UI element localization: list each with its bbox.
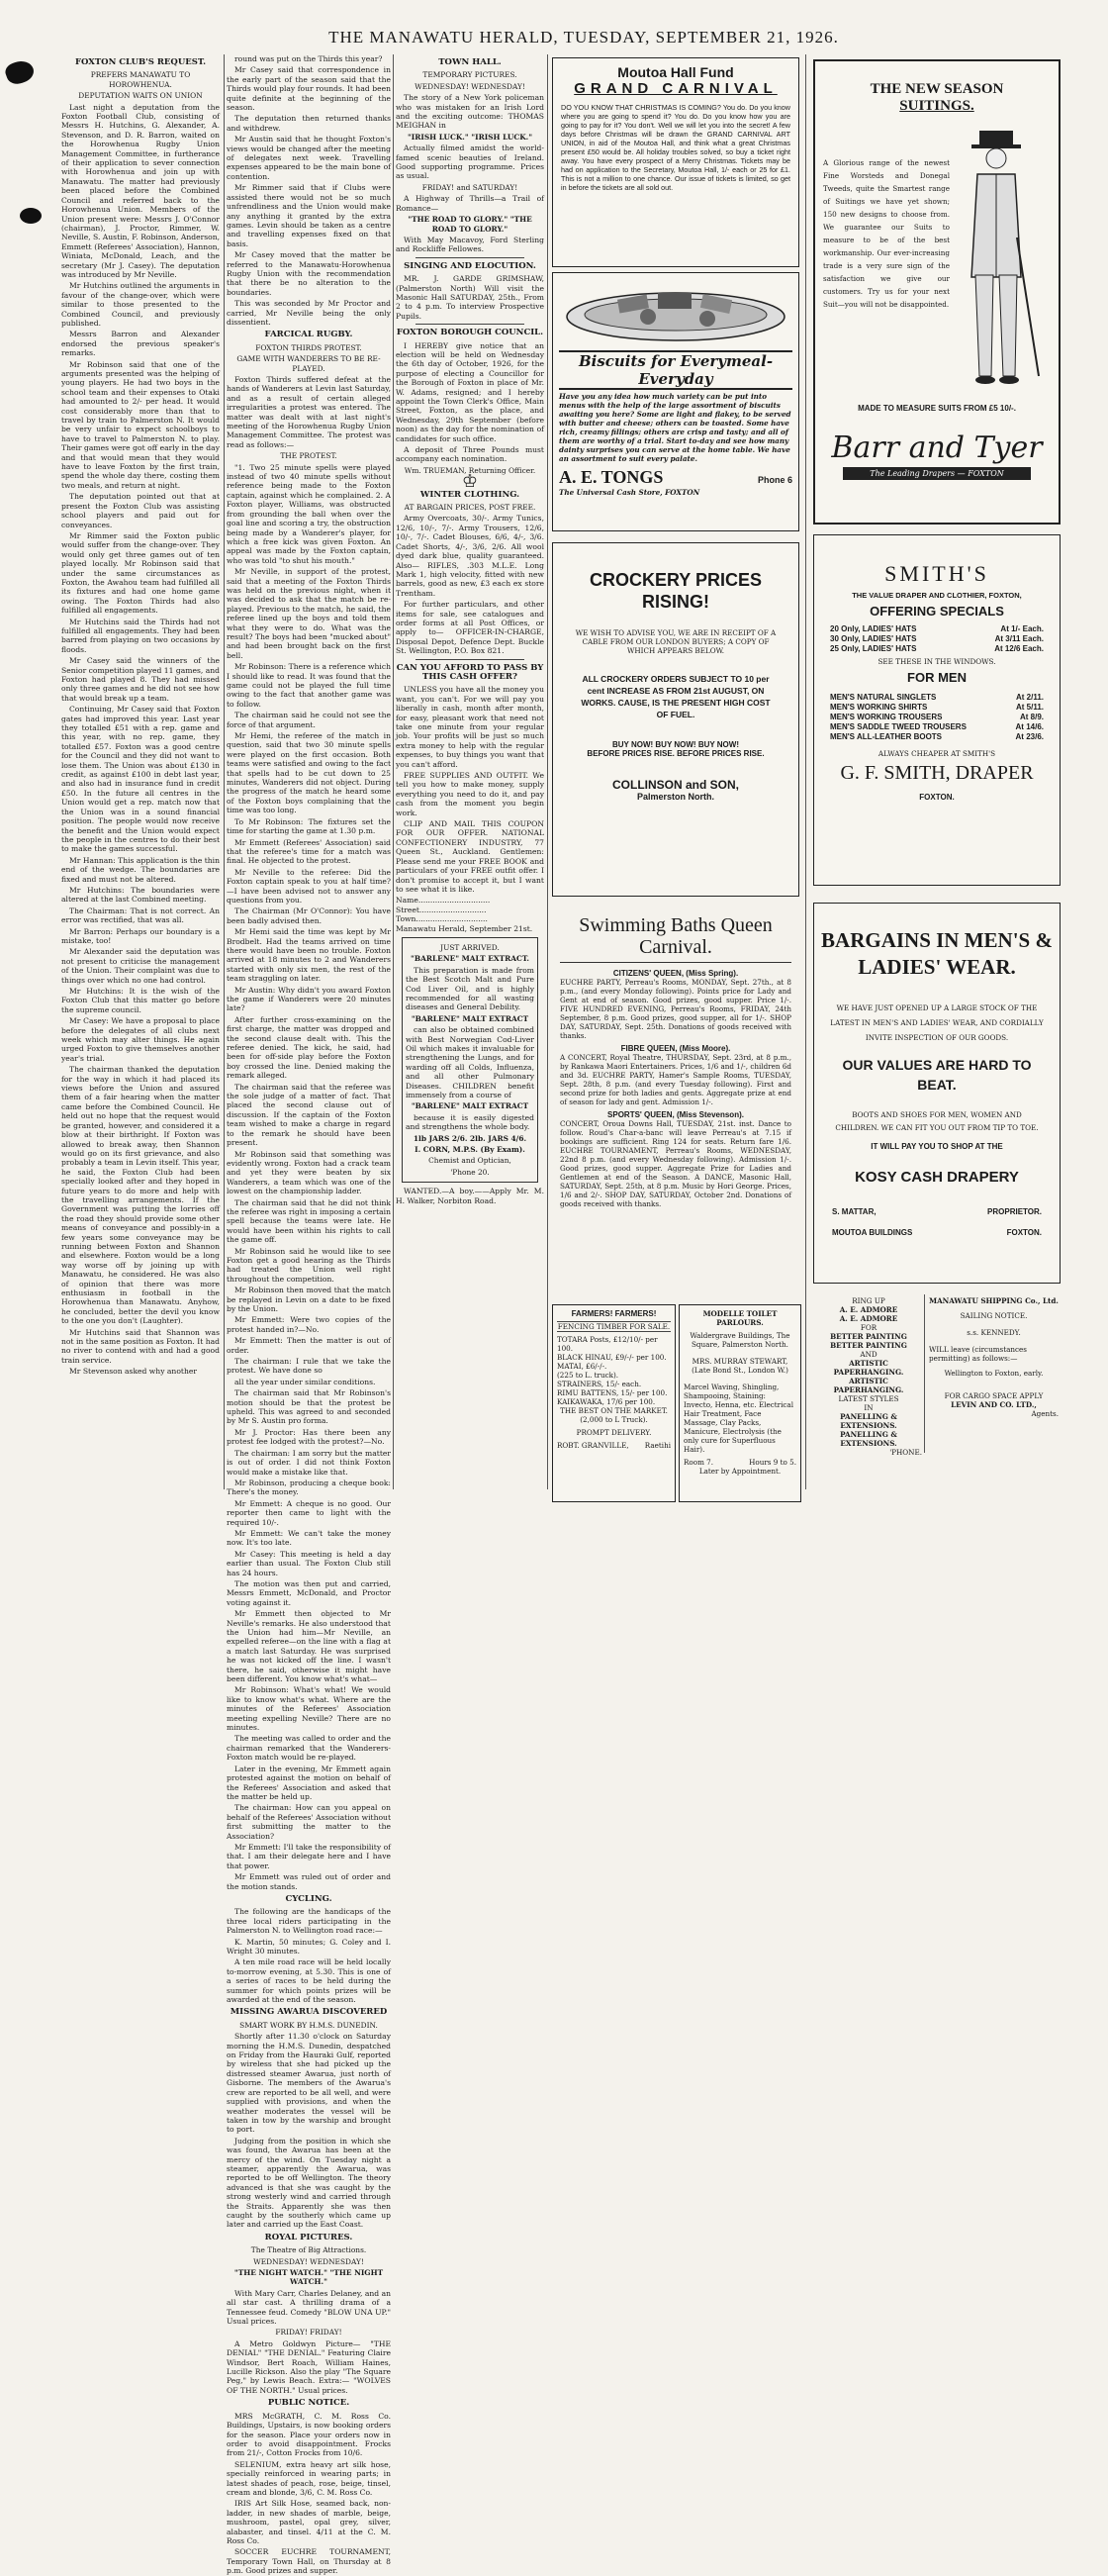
price-row: BLACK HINAU, £9/-/- per 100. [557, 1353, 667, 1362]
subheadline: The Theatre of Big Attractions. [250, 2245, 367, 2255]
store-name: KOSY CASH DRAPERY [855, 1169, 1019, 1186]
headline: SINGING AND ELOCUTION. [404, 260, 536, 271]
crest-icon: ♔ [461, 471, 479, 493]
service: PANELLING & EXTENSIONS. [840, 1430, 897, 1448]
hat-row: 30 Only, LADIES' HATS At 3/11 Each. [830, 634, 1044, 643]
address-row: MOUTOA BUILDINGS FOXTON. [832, 1228, 1042, 1237]
headline: ROYAL PICTURES. [264, 2232, 353, 2242]
and: AND [860, 1350, 877, 1359]
price-row: (225 to L. truck). [557, 1371, 619, 1380]
ring-up: RING UP [852, 1296, 885, 1305]
ad-body: EUCHRE PARTY, Perreau's Rooms, MONDAY, Sept. 27th., at 8 p.m., (and every Monday following). Points price for Lady and Gent at end of season. Good prizes, good supper. Price 1/-. FIVE HUNDRED EVENING, Perreau's Rooms, FRIDAY, 24th September, 8 p.m. Good prizes, good supper, all for 1/-. SHOP DAY, SATURDAY, Sept. 25th. Donations of goods received with thanks. [560, 978, 791, 1040]
days: FRIDAY! and SATURDAY! [421, 182, 518, 192]
painter-name: A. E. ADMORE [839, 1314, 898, 1323]
film-title: "THE NIGHT WATCH." "THE NIGHT WATCH." [233, 2268, 384, 2287]
paragraph: Mr Neville to the referee: Did the Foxton captain speak to you at half time?—I have been advised not to answer any questions from you. [227, 867, 391, 905]
paragraph: The chairman said he could not see the force of that argument. [227, 711, 391, 729]
ad-body: Have you any idea how much variety can be put into menus with the help of the large assortment of biscuits awaiting you here? Some are light and flakey, to be served with butter and cheese; others can be toasted. Some have rich, creamy fillings; others are crisp and tasty; and all of them are worthy of a trial. Start to-day and see how many dainty surprises you can serve at the home table. We have an assortment to suit every palate. [559, 392, 791, 463]
paragraph: Mr Emmett: Were two copies of the protest handed in?—No. [227, 1315, 391, 1334]
ad-title: MODELLE TOILET PARLOURS. [702, 1309, 778, 1327]
service: PANELLING & EXTENSIONS. [840, 1412, 897, 1430]
smiths-ad [813, 534, 1061, 886]
headline: JUST ARRIVED. [440, 942, 500, 952]
ink-blot [20, 208, 42, 224]
agents: Agents. [1031, 1409, 1059, 1418]
ad-title: FARMERS! FARMERS! [571, 1309, 657, 1318]
paragraph: Mr Austin: Why didn't you award Foxton the game if Wanderers were 20 minutes late? [227, 985, 391, 1013]
headline: WINTER CLOTHING. [419, 489, 520, 500]
ad-title: GRAND CARNIVAL [574, 80, 778, 97]
men-row: MEN'S SADDLE TWEED TROUSERS At 14/6. [830, 722, 1044, 731]
for-men: FOR MEN [907, 670, 967, 685]
headline: FOXTON CLUB'S REQUEST. [74, 57, 207, 67]
agent-name: LEVIN AND CO. LTD., [951, 1400, 1037, 1409]
paragraph: Mr Austin said that he thought Foxton's views would be changed after the meeting of delegates next week. Travelling expenses appeared to be the main bone of contention. [227, 135, 391, 181]
crockery-ad [552, 542, 799, 897]
paragraph: The deputation pointed out that at present the Foxton Club was assisting school players and paid out for conveyances. [61, 492, 220, 529]
ad-title: Moutoa Hall Fund [617, 64, 734, 80]
paragraph: CLIP AND MAIL THIS COUPON FOR OUR OFFER. NATIONAL CONFECTIONERY INDUSTRY, 77 Queen St., Auckland. Gentlemen: Please send me your FREE BOOK and particulars of your FREE outfit offer. I don't promise to accept it, but I want to see what it is like. [396, 819, 544, 894]
days: WEDNESDAY! WEDNESDAY! [253, 2256, 364, 2266]
windows-note: SEE THESE IN THE WINDOWS. [877, 657, 996, 666]
paragraph: Foxton Thirds suffered defeat at the hands of Wanderers at Levin last Saturday, and as a result of certain alleged irregularities a protest was entered. The matter was dealt with at last night's meeting of the Horowhenua Rugby Union Management Committee. The protest was read as follows:— [227, 375, 391, 449]
paragraph: K. Martin, 50 minutes; G. Coley and I. Wright 30 minutes. [227, 1937, 391, 1956]
paragraph: MRS McGRATH, C. M. Ross Co. Buildings, Upstairs, is now booking orders for the season. Place your orders now in order to avoid disappointment. Frocks from 21/-, Cotton Frocks from 10/6. [227, 2411, 391, 2458]
coupon-footer: Manawatu Herald, September 21st. [396, 923, 533, 933]
paragraph: Mr Robinson then moved that the match be replayed in Levin on a date to be fixed by the Union. [227, 1286, 391, 1313]
offering: OFFERING SPECIALS [870, 604, 1004, 619]
paragraph: With May Macavoy, Ford Sterling and Rockliffe Fellowes. [396, 235, 544, 254]
ad-title: MANAWATU SHIPPING Co., Ltd. [929, 1296, 1059, 1305]
phone: 'Phone 20. [450, 1167, 490, 1177]
chemist-name: I. CORN, M.P.S. (By Exam). [415, 1145, 525, 1155]
store-name: The Universal Cash Store, FOXTON [559, 488, 700, 497]
headline: CYCLING. [285, 1893, 332, 1904]
ad-body: WILL leave (circumstances permitting) as follows:— [929, 1345, 1027, 1363]
men-row: MEN'S WORKING TROUSERS At 8/9. [830, 713, 1044, 721]
ad-body: A Glorious range of the newest Fine Worsteds and Donegal Tweeds, quite the Smartest range of Suitings we have yet shown; 150 new designs to choose from. We guarantee our Suits to measure to be of the best workmanship. Our ever-increasing trade is a very sure sign of the satisfaction we give our customers. Try us for your next Suit—you will not be disappointed. [823, 158, 950, 309]
paragraph: The Chairman: That is not correct. An error was rectified, that was all. [61, 906, 220, 925]
paragraph: Mr Hutchins: The boundaries were altered at the last Combined meeting. [61, 885, 220, 905]
subheadline: FOXTON THIRDS PROTEST. [255, 342, 362, 352]
product-name: "BARLENE" MALT EXTRACT [411, 1101, 529, 1111]
masthead: THE MANAWATU HERALD, TUESDAY, SEPTEMBER 21, 1926. [328, 28, 839, 47]
paragraph: The motion was then put and carried, Messrs Emmett, McDonald, and Proctor voting against it. [227, 1578, 391, 1607]
paragraph: Messrs Barron and Alexander endorsed the previous speaker's remarks. [61, 330, 220, 358]
ad-title: BARGAINS IN MEN'S & LADIES' WEAR. [821, 928, 1053, 979]
admore-ad [813, 1294, 925, 1457]
paragraph: The chairman said that Mr Robinson's motion should be that the protest be upheld. This was agreed to and seconded by Mr S. Austin pro forma. [227, 1388, 391, 1426]
classified: WANTED.—A boy.——Apply Mr. M. H. Walker, Norbiton Road. [396, 1187, 544, 1205]
price-row: KAIKAWAKA, 17/6 per 100. [557, 1397, 656, 1406]
divider [416, 257, 524, 258]
paragraph: The meeting was called to order and the chairman remarked that the Wanderers-Foxton match would be re-played. [227, 1734, 391, 1763]
headline: PUBLIC NOTICE. [267, 2398, 350, 2409]
farmers-ad [552, 1304, 676, 1502]
product-name: "BARLENE" MALT EXTRACT. [411, 954, 529, 964]
column-rule [224, 54, 225, 1489]
paragraph: FREE SUPPLIES AND OUTFIT. We tell you how to make money, supply everything you need to do it, and pay cash from the moment you begin work. [396, 771, 544, 817]
market-note: THE BEST ON THE MARKET. (2,000 to L Truck). [560, 1406, 668, 1424]
headline: CAN YOU AFFORD TO PASS BY THIS CASH OFFER? [396, 662, 544, 682]
paragraph: Mr Robinson said that one of the arguments presented was the helping of young players. He had two boys in the school team and their expenses to Otaki had amounted to 2/- per head. It would cost considerably more than that to travel by train to Palmerston N. It would be very unfair to expect schoolboys to have to travel to Palmerston N. to play. Their games were got off early in the day and that would mean that they would have to leave Foxton by the first train, spend the whole day there, costing them two meals, and return at night. [61, 359, 220, 490]
divider [416, 659, 524, 660]
ad-title: Swimming Baths Queen Carnival. [560, 914, 791, 963]
latest: LATEST STYLES [838, 1394, 899, 1403]
subheadline: THE PROTEST. [280, 451, 337, 461]
route: Wellington to Foxton, early. [944, 1369, 1044, 1378]
delivery-note: PROMPT DELIVERY. [576, 1428, 652, 1437]
paragraph: because it is easily digested and strengthens the whole body. [406, 1112, 534, 1132]
ad-body: Marcel Waving, Shingling, Shampooing, Staining: Invecto, Henna, etc. Electrical Hair Treatment, Face Massage, Clay Packs, Manicure, Electrolysis (the only cure for Superfluous Hair). [684, 1383, 794, 1454]
article-farcical-rugby [227, 54, 391, 2576]
paragraph: Mr Robinson, producing a cheque book: There's the money. [227, 1478, 391, 1497]
hat-row: 25 Only, LADIES' HATS At 12/6 Each. [830, 644, 1044, 653]
paragraph: Mr Hemi, the referee of the match in question, said that two 30 minute spells were played on the first occasion. Both teams were satisfied and owing to the fact that spells had to be cut down to 25 minutes, Wanderers did not object. During the progress of the match he heard some of the Foxton boys complaining that the time was too long. [227, 731, 391, 815]
cargo-note: FOR CARGO SPACE APPLY [944, 1391, 1044, 1400]
paragraph: all the year under similar conditions. [234, 1377, 376, 1386]
paragraph: This was seconded by Mr Proctor and carried, Mr Neville being the only dissentient. [227, 299, 391, 327]
barlene-ad [402, 937, 538, 1183]
paragraph: Last night a deputation from the Foxton Football Club, consisting of Messrs H. Hutchins, G. Alexander, A. Stevenson, and D. R. Barron, waited on the Horowhenua Rugby Union Management Committee, in furtherance of their application to sever connection with Horowhenua and join up with Manawatu. The matter had previously been placed before the Combined Council and referred back to the Horowhenua Union. Members of the Union present were: Messrs J. O'Connor (chairman), J. Proctor, Rimmer, W. Neville, S. Austin, F. Robinson, Anderson, Emmett (Referees' Association), Hannon, Winiata, McDonald, Leach, and the secretary (Mr J. Casey). The deputation was introduced by Mr Neville. [61, 102, 220, 279]
paragraph: The chairman said that he did not think the referee was right in imposing a certain spell because the teams were late. He would have been within his rights to call the game off. [227, 1197, 391, 1245]
paragraph: Army Overcoats, 30/-. Army Tunics, 12/6, 10/-, 7/-. Army Trousers, 12/6, 10/-, 7/-. Cadet Blouses, 6/6, 4/-, 3/6. Cadet Shorts, 4/-, 3/6, 2/6. All wool dyed dark blue, quality guaranteed. Also— RIFLES, .303 M.L.E. Long Mark 1, high velocity, fitted with new barrels, good as new, £3 each ex store Trentham. [396, 514, 544, 598]
chemist-title: Chemist and Optician, [428, 1156, 511, 1166]
paragraph: Mr J. Proctor: Has there been any protest fee lodged with the protest?—No. [227, 1427, 391, 1447]
column-rule [805, 54, 806, 1489]
hat-row: 20 Only, LADIES' HATS At 1/- Each. [830, 624, 1044, 633]
proprietor-row: S. MATTAR, PROPRIETOR. [832, 1207, 1042, 1216]
ad-body: BOOTS AND SHOES FOR MEN, WOMEN AND CHILDREN. WE CAN FIT YOU OUT FROM TIP TO TOE. [835, 1110, 1039, 1132]
paragraph: "1. Two 25 minute spells were played instead of two 40 minute spells without reference being made to the Foxton captain, against which he complained. 2. A Foxton player, Williams, was obstructed from grounding the ball when over the goal line and scoring a try, the obstruction being made by a Wanderer's player, for which a free kick was given Foxton. An appeal was made by the Foxton captain, who was told "to shut his mouth." [227, 462, 391, 565]
paragraph: UNLESS you have all the money you want, you can't. For we will pay you liberally in cash, month after month, for easy, pleasant work that need not take one minute from your regular job. Your profits will be just so much extra money to help with the regular expenses, to buy things you want that you can't afford. [396, 685, 544, 769]
service: ARTISTIC PAPERHANGING. [833, 1377, 904, 1394]
paragraph: Mr Emmett then objected to Mr Neville's remarks. He also understood that the Union had him—Mr Neville, an expelled referee—on the line with a flag at a match last Saturday. He was surprised he was not kicked off the line. I wasn't there, he said, otherwise it might have been different. You know what's what— [227, 1609, 391, 1684]
paragraph: Continuing, Mr Casey said that Foxton gates had improved this year. Last year they totalled £51 with a rep. game and this year, with no rep. game, they totalled £57. Foxton was a good centre for the Council and they did not want to lose them. The Union was about £130 in credit, as against £100 in debt last year, and also had in insurance fund in credit £50. In the future all centres in the Union would get a rep. match now that the Union was in a sound financial position. The people would now receive the benefit and the Union would expect the people in the centres to do their best to make the games successful. [61, 705, 220, 854]
paragraph: This preparation is made from the Best Scotch Malt and Pure Cod Liver Oil, and is highly recommended for all wasting diseases and General Debility. [406, 965, 534, 1012]
ad-body: A CONCERT, Royal Theatre, THURSDAY, Sept. 23rd, at 8 p.m., by Rankawa Maori Entertainers. Prices, 1/6 and 1/-, children 6d and 3d. EUCHRE PARTY, Hamer's Sample Rooms, TUESDAY, Sept. 28th, 8 p.m. (and every Tuesday following). First and second prize for both ladies and gents. Aggregate prize at end of season for lady and gent. Admission 1/-. [560, 1053, 791, 1106]
brand-tagline: The Leading Drapers — FOXTON [843, 467, 1031, 480]
hours: Hours 9 to 5. [749, 1458, 796, 1467]
paragraph: Mr Emmett: I'll take the responsibility of that. I am their delegate here and I have that power. [227, 1842, 391, 1870]
ad-subtitle: FENCING TIMBER FOR SALE. [557, 1322, 671, 1331]
ad-title: SMITH'S [884, 561, 989, 586]
paragraph: can also be obtained combined with Best Norwegian Cod-Liver Oil which makes it invaluable for strengthening the Lungs, and for warding off all Colds, Influenza, and all other Pulmonary Diseases. CHILDREN benefit immensely from a course of [406, 1025, 534, 1100]
column-rule [547, 54, 548, 1489]
paragraph: The story of a New York policeman who was mistaken for an Irish Lord and the exciting outcome: THOMAS MEIGHAN in [396, 93, 544, 131]
proprietor: MRS. MURRAY STEWART, [692, 1357, 788, 1366]
price-row: RIMU BATTENS, 15/- per 100. [557, 1388, 668, 1397]
service: BETTER PAINTING [830, 1341, 907, 1350]
made-to-measure: MADE TO MEASURE SUITS FROM £5 10/-. [858, 404, 1016, 413]
men-row: MEN'S ALL-LEATHER BOOTS At 23/6. [830, 732, 1044, 741]
film-title: "THE ROAD TO GLORY." "THE ROAD TO GLORY." [408, 215, 532, 234]
ad-body: WE HAVE JUST OPENED UP A LARGE STOCK OF THE LATEST IN MEN'S AND LADIES' WEAR, AND CORDIALLY INVITE INSPECTION OF OUR GOODS. [830, 1003, 1044, 1042]
paragraph: Mr Rimmer said the Foxton public would suffer from the change-over. They would only get three games out of ten played locally. Mr Robinson said that under the same circumstances as Foxton, the Awahou team had fulfilled all its fixtures and had one home game owing. The Foxton Thirds had also fulfilled all engagements. [61, 530, 220, 616]
town: FOXTON. [919, 793, 955, 802]
paragraph: Mr Hutchins outlined the arguments in favour of the change-over, which were similar to those presented to the Combined Council, and previously published. [61, 281, 220, 328]
modelle-ad [679, 1304, 801, 1502]
cheaper-note: ALWAYS CHEAPER AT SMITH'S [877, 749, 996, 758]
paragraph: Mr Hutchins: It is the wish of the Foxton Club that this matter go before the supreme council. [61, 987, 220, 1014]
paragraph: Mr Hemi said the time was kept by Mr Brodbelt. Had the teams arrived on time there would have been no trouble. Foxton arrived at 18 minutes to 2 and Wanderers started with only six men, the rest of the team straggling on later. [227, 927, 391, 984]
paragraph: A deposit of Three Pounds must accompany each nomination. [396, 445, 544, 464]
queen-heading: CITIZENS' QUEEN, (Miss Spring). [612, 969, 739, 978]
paragraph: Mr Barron: Perhaps our boundary is a mistake, too! [61, 926, 220, 945]
paragraph: Mr Robinson said that something was evidently wrong. Foxton had a crack team and yet they were beaten by six Wanderers, a team which was one of the lowest on the championship ladder. [227, 1149, 391, 1196]
bargains-ad [813, 903, 1061, 1284]
phone: Phone 6 [757, 475, 792, 485]
headline: FOXTON BOROUGH COUNCIL. [396, 328, 544, 338]
dealer-place: Raetihi [644, 1441, 671, 1450]
paragraph: Mr Emmett was ruled out of order and the motion stands. [227, 1872, 391, 1891]
in: IN [864, 1403, 874, 1412]
service: BETTER PAINTING [830, 1332, 907, 1341]
paragraph: Mr Stevenson asked why another [69, 1367, 197, 1377]
paragraph: Mr Rimmer said that if Clubs were assisted there would not be so much unfrendliness and the Union would make any anything it granted by the extra games. Levin should be taken as a centre and travelling expenses fixed on that basis. [227, 183, 391, 248]
paragraph: MR. J. GARDE GRIMSHAW, (Palmerston North) Will visit the Masonic Hall SATURDAY, 25th., From 2 to 4 p.m. To interview Prospective Pupils. [396, 274, 544, 321]
room: Room 7. [684, 1458, 714, 1467]
coupon-street-field: Street............................ [396, 905, 487, 914]
divider [416, 324, 524, 325]
coupon-name-field: Name.............................. [396, 896, 491, 906]
before-prices: BEFORE PRICES RISE. BEFORE PRICES RISE. [587, 749, 765, 758]
biscuits-ad [552, 272, 799, 531]
paragraph: To Mr Robinson: The fixtures set the time for starting the game at 1.30 p.m. [227, 816, 391, 836]
paragraph: The following are the handicaps of the three local riders participating in the Palmerston N. to Wellington road race:— [227, 1907, 391, 1936]
subheadline: DEPUTATION WAITS ON UNION [78, 91, 203, 101]
paragraph: A Highway of Thrills—a Trail of Romance— [396, 194, 544, 213]
ship-name: s.s. KENNEDY. [967, 1328, 1021, 1337]
new-season-ad [813, 59, 1061, 525]
headline: MISSING AWARUA DISCOVERED [230, 2007, 388, 2018]
paragraph: I HEREBY give notice that an election will be held on Wednesday the 6th day of October, 1926, for the purpose of electing a Councillor for the Borough of Foxton in place of Mr. W. Adams, resigned; and I hereby appoint the Town Clerk's Office, Main Street, Foxton, as the place, and Wednesday, 29th September (before noon) as the day for the nomination of candidates for such office. [396, 340, 544, 443]
paragraph: With Mary Carr, Charles Delaney, and an all star cast. A thrilling drama of a Tennessee feud. Comedy "BLOW UNA UP." Usual prices. [227, 2288, 391, 2327]
prices: 1lb JARS 2/6. 2lb. JARS 4/6. [413, 1133, 527, 1143]
subheadline: PREFERS MANAWATU TO HOROWHENUA. [90, 70, 191, 89]
paragraph: Mr Neville, in support of the protest, said that a meeting of the Foxton Thirds was held on the previous night, when it was decided to ask that the match be re-played. Previous to the match, he said, the referee lined up the boys and told them what they were to do. What was the result? The boys had been "mucked about" and had been brought back on the first bell. [227, 567, 391, 660]
subheadline: TEMPORARY PICTURES. [422, 70, 517, 80]
film-title: "IRISH LUCK." "IRISH LUCK." [407, 132, 533, 142]
paragraph: Actually filmed amidst the world-famed scenic beauties of Ireland. Good supporting programme. Prices as usual. [396, 143, 544, 181]
ad-body: CONCERT, Oroua Downs Hall, TUESDAY, 21st. inst. Dance to follow. Roud's Char-a-banc will leave Perreau's at 7.15 if bookings are sufficient. Ring 124 for seats. Return fare 1/6. EUCHRE TOURNAMENT, Perreau's Rooms, WEDNESDAY, 22nd 8 p.m. (and every Wednesday following). Admission 1/-. Good prizes, good supper. Aggregate Prize for Ladies and Gentlemen at end of the Season. A DANCE, Masonic Hall, SATURDAY, Sept. 25th, at 8 p.m. Music by Hori George. Prices, 1/6 and 2/-. SHOP DAY, SATURDAY, October 2nd. Donations of goods received with thanks. [560, 1119, 791, 1208]
values: OUR VALUES ARE HARD TO BEAT. [842, 1057, 1032, 1093]
paragraph: A Metro Goldwyn Picture— "THE DENIAL" "THE DENIAL." Featuring Claire Windsor, Bert Roach, William Haines, Lucille Rickson. Also the play "The Square Peg," by Lewis Beach. Extra:— "WOLVES OF THE NORTH." Usual prices. [227, 2338, 391, 2395]
headline: FARCICAL RUGBY. [264, 330, 353, 340]
headline: TOWN HALL. [438, 57, 502, 67]
appointment: Later by Appointment. [698, 1467, 782, 1476]
store-owner: A. E. TONGS [559, 467, 664, 487]
men-row: MEN'S WORKING SHIRTS At 5/11. [830, 703, 1044, 712]
subheadline: SMART WORK BY H.M.S. DUNEDIN. [239, 2020, 378, 2030]
paragraph: Mr Robinson said he would like to see Foxton get a good hearing as the Thirds had treated the Union well right throughout the competition. [227, 1246, 391, 1284]
dealer-name: ROBT. GRANVILLE, [557, 1441, 629, 1450]
paragraph: Mr Robinson: There is a reference which I should like to read. It was found that the game could not be played the full time owing to the fact that another game was to follow. [227, 662, 391, 709]
paragraph: Judging from the position in which she was found, the Awarua has been at the mercy of the wind. On Tuesday night a steamer, apparently the Awarua, was reported to be off Wellington. The theory advanced is that she was caught by the strong westerly wind and carried through the Straits. Apparently she was then caught by the southerly which came up later and carried up the East Coast. [227, 2136, 391, 2230]
brand-logo: Barr and Tyer [831, 430, 1043, 465]
paragraph: SOCCER EUCHRE TOURNAMENT, Temporary Town Hall, on Thursday at 8 p.m. Good prizes and supper. [227, 2547, 391, 2576]
ad-notice: ALL CROCKERY ORDERS SUBJECT TO 10 per cent INCREASE AS FROM 21st AUGUST, ON WORKS. CAUSE, IS THE PRESENT HIGH COST OF FUEL. [581, 674, 771, 719]
address: Waldergrave Buildings, The Square, Palmerston North. [690, 1331, 790, 1349]
subheadline: AT BARGAIN PRICES, POST FREE. [404, 503, 536, 513]
biscuit-plate-illustration [559, 277, 792, 344]
paragraph: The chairman: I am sorry but the matter is out of order. I did not think Foxton would make a mistake like that. [227, 1448, 391, 1477]
subheadline: GAME WITH WANDERERS TO BE RE-PLAYED. [236, 354, 381, 373]
paragraph: Mr Casey moved that the matter be referred to the Manawatu-Horowhenua Rugby Union with the recommendation that there be no alteration to the boundaries. [227, 250, 391, 297]
ad-body: DO YOU KNOW THAT CHRISTMAS IS COMING? You do. Do you know where you are going to spend it? You do. Do you know how you are going to pay for it? You don't. Well we will let you into the secret! A few days before Christmas will be drawn the GRAND CARNIVAL ART UNION, in aid of the Moutoa Hall, and think what a great Christmas present £50 would be. All holiday troubles solved, so buy a ticket right away. You have every prospect of a Merry Christmas. Tickets may be had on application to the Secretary, Moutoa Hall, 1/- each or 25 for £1. This is not a million to one chance. Our issue of tickets is limited, so get in before the tickets are all sold out. [561, 103, 790, 192]
paragraph: The Chairman (Mr O'Connor): You have been badly advised then. [227, 906, 391, 925]
paragraph: The chairman said that the referee was the sole judge of a matter of fact. That placed the second clause out of discussion. If the captain of the Foxton team wished to make a charge in regard to the remark he should have been present. [227, 1082, 391, 1148]
paragraph: Mr Alexander said the deputation was not present to criticise the management of the Union. Their complaint was due to things over which no one had control. [61, 947, 220, 985]
paragraph: Mr Emmett (Referees' Association) said that the referee's time for a match was final. He objected to the protest. [227, 837, 391, 866]
shipping-ad [927, 1294, 1061, 1453]
paragraph: Mr Casey said the winners of the Senior competition played 11 games, and Foxton had played 8. They had missed only three games and he did not see how that would break up a team. [61, 656, 220, 703]
paragraph: Mr Casey: We have a proposal to place before the delegates of all clubs next week which may alter things. He again urged Foxton to give themselves another year's trial. [61, 1016, 220, 1063]
paragraph: Shortly after 11.30 o'clock on Saturday morning the H.M.S. Dunedin, despatched on Friday from the Hauraki Gulf, reported by wireless that she had picked up the distressed steamer Awarua, just north of Gisborne. The members of the Awarua's crew are reported to be all well, and were supplied with provisions, and when the weather moderates the vessel will be taken in tow by the warship and brought to port. [227, 2032, 391, 2135]
paragraph: Mr Hutchins said the Thirds had not fulfilled all engagements. They had been barred from playing on two occasions by floods. [61, 617, 220, 654]
price-row: STRAINERS, 15/- each. [557, 1380, 642, 1388]
price-row: MATAI, £6/-/-. [557, 1362, 607, 1371]
ad-body: WE WISH TO ADVISE YOU, WE ARE IN RECEIPT OF A CABLE FROM OUR LONDON BUYERS; A COPY OF WHICH APPEARS BELOW. [575, 628, 777, 655]
paragraph: IRIS Art Silk Hose, seamed back, non-ladder, in new shades of marble, beige, mushroom, pastel, opal grey, silver, alabaster, and tinsel. 4/11 at the C. M. Ross Co. [227, 2499, 391, 2545]
paragraph: Mr Emmett: A cheque is no good. Our reporter then came to light with the required 10/-. [227, 1498, 391, 1527]
paragraph: For further particulars, and other items for sale, see catalogues and order forms at all Post Offices, or apply to— OFFICER-IN-CHARGE, Disposal Depot, Defence Dept. Buckle St. Wellington, P.O. Box 821. [396, 600, 544, 656]
paragraph: A ten mile road race will be held locally to-morrow evening, at 5.30. This is one of a series of races to be held during the summer for which points prizes will be awarded at the end of the season. [227, 1957, 391, 2005]
paragraph: Mr Emmett: We can't take the money now. It's too late. [227, 1528, 391, 1548]
column-rule [393, 54, 394, 1489]
buy-now: BUY NOW! BUY NOW! BUY NOW! [612, 740, 739, 749]
moutoa-ad [552, 57, 799, 267]
ad-subtitle: THE VALUE DRAPER AND CLOTHIER, FOXTON, [852, 591, 1022, 600]
paragraph: Later in the evening, Mr Emmett again protested against the motion on behalf of the Referees' Association and asked that the matter be held up. [227, 1764, 391, 1801]
men-row: MEN'S NATURAL SINGLETS At 2/11. [830, 693, 1044, 702]
paragraph: Mr Hannan: This application is the thin end of the wedge. The boundaries are fixed and must not be altered. [61, 855, 220, 884]
days: FRIDAY! FRIDAY! [275, 2328, 342, 2337]
paragraph: Mr Casey said that correspondence in the early part of the season said that the Thirds would play four rounds. It had been quite definite at the beginning of the season. [227, 65, 391, 113]
ad-title: THE NEW SEASON [870, 81, 1004, 97]
price-row: TOTARA Posts, £12/10/- per 100. [557, 1335, 658, 1353]
ink-blot [3, 57, 37, 87]
gentleman-illustration [950, 129, 1049, 396]
pay-note: IT WILL PAY YOU TO SHOP AT THE [871, 1142, 1003, 1151]
queen-heading: SPORTS' QUEEN, (Miss Stevenson). [607, 1110, 744, 1119]
service: ARTISTIC PAPERHANGING. [833, 1359, 904, 1377]
firm-place: Palmerston North. [636, 792, 714, 802]
phone: 'PHONE. [889, 1448, 922, 1457]
column-notices [396, 54, 544, 1499]
store-name: G. F. SMITH, DRAPER [840, 762, 1034, 784]
paragraph: round was put on the Thirds this year? [234, 54, 383, 63]
for: FOR [860, 1323, 877, 1332]
paragraph: After further cross-examining on the first charge, the matter was dropped and the second clause dealt with. This the referee denied. The kick, he said, had been for off-side play before the Foxton boy crossed the line. Denied making the remark alleged. [227, 1014, 391, 1081]
paragraph: Mr Hutchins said that Shannon was not in the same position as Foxton. It had no river to contend with and had a good train service. [61, 1327, 220, 1365]
paragraph: The chairman: How can you appeal on behalf of the Referees' Association without first submitting the matter to the Association? [227, 1803, 391, 1841]
days: WEDNESDAY! WEDNESDAY! [415, 81, 525, 91]
swimming-ad [552, 908, 799, 1292]
ad-title: SUITINGS. [899, 98, 974, 114]
sailing-notice: SAILING NOTICE. [960, 1311, 1028, 1320]
paragraph: Mr Emmett: Then the matter is out of order. [227, 1336, 391, 1355]
paragraph: Mr Robinson: What's what! We would like to know what's what. Where are the minutes of the Referees' Association meeting expelling Neville? There are no minutes. [227, 1685, 391, 1733]
product-name: "BARLENE" MALT EXTRACT [411, 1013, 529, 1023]
paragraph: Mr Casey: This meeting is held a day earlier than usual. The Foxton Club still has 24 hours. [227, 1549, 391, 1577]
ad-title: CROCKERY PRICES RISING! [589, 570, 763, 612]
coupon-town-field: Town.............................. [396, 914, 488, 924]
paragraph: The chairman: I rule that we take the protest. We have done so [227, 1357, 391, 1376]
painter-name: A. E. ADMORE [839, 1305, 898, 1314]
paragraph: The deputation then returned thanks and withdrew. [227, 114, 391, 133]
signature: Wm. TRUEMAN, Returning Officer. [404, 465, 536, 475]
ad-slogan: Biscuits for Everymeal-Everyday [559, 350, 792, 390]
paragraph: The chairman thanked the deputation for the way in which it had placed its views before the Union and assured them of a fair hearing when the matter came before the Combined Council. He held out no hope that the request would be granted, however, and considered it a blow at their birthright. If Foxton was allowed to break away, then Shannon would go on its first grievance, and also probably a team in Levin itself. This year, he said, the Foxton Club had been specially looked after and they hoped in future years to do more and help with the travelling arrangements. If the Government was putting the lorries off the road they should provide some other means of conveyance and possibly-in a few years some conveyance may be running between Foxton and Shannon and elsewhere. Foxton would be a long way worse off by joining up with Manawatu, he considered. He was also of opinion that there was more enthusiasm in football in the Horowhenua than Manawatu. Anyhow, he concluded, better the devil you know to the one you don't (Laughter). [61, 1065, 220, 1326]
firm-name: COLLINSON and SON, [611, 778, 739, 792]
proprietor-note: (Late Bond St., London W.) [692, 1366, 788, 1375]
article-foxton-club [61, 54, 220, 1499]
queen-heading: FIBRE QUEEN, (Miss Moore). [620, 1044, 731, 1053]
paragraph: SELENIUM, extra heavy art silk hose, specially reinforced in wearing parts; in latest shades of peach, rose, beige, tinsel, cream and blonde, 3/6, C. M. Ross Co. [227, 2459, 391, 2497]
